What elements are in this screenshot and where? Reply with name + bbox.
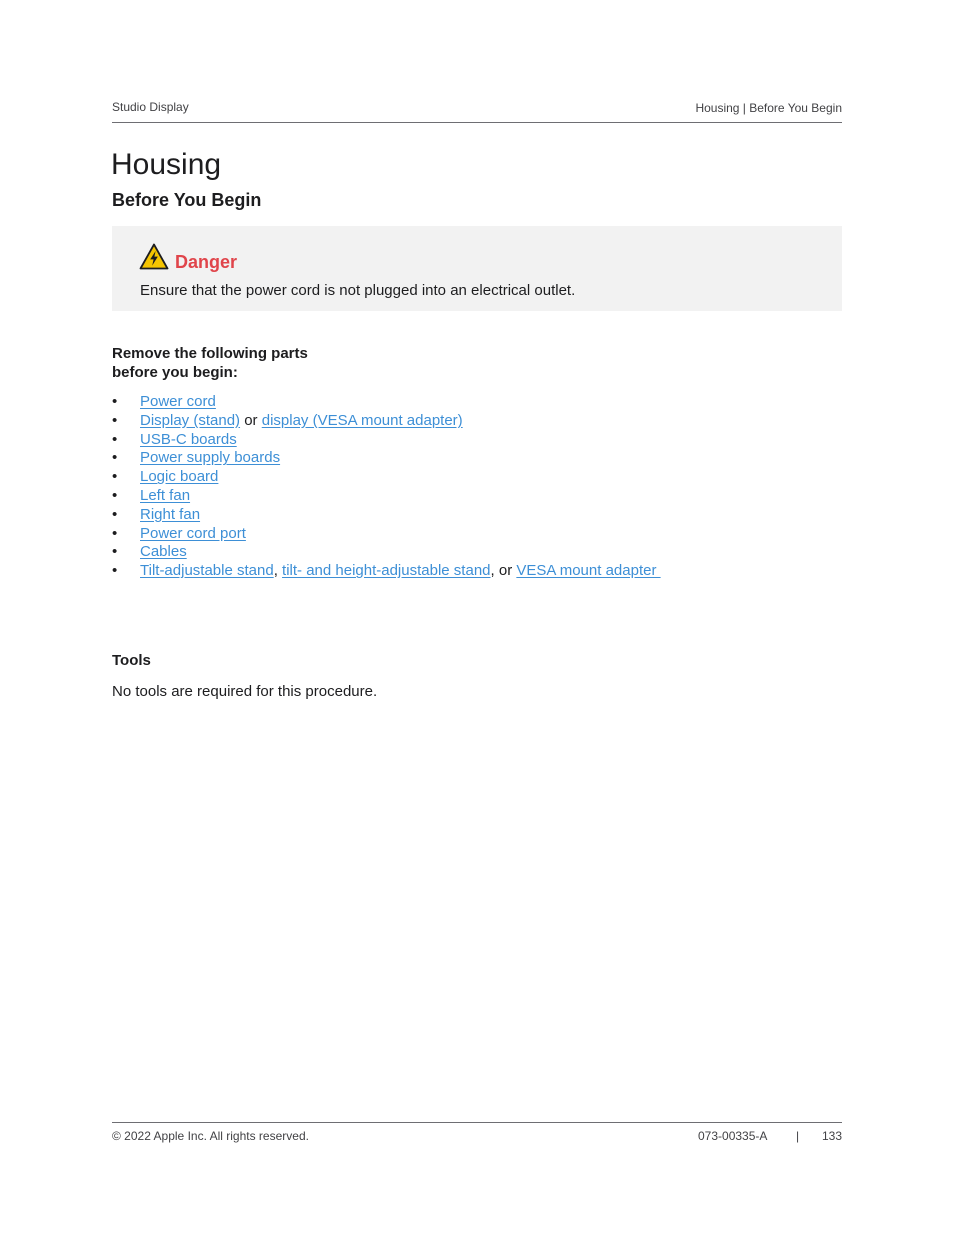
link-power-cord-port[interactable]: Power cord port — [140, 524, 246, 542]
link-right-fan[interactable]: Right fan — [140, 505, 201, 523]
link-tilt-height-adjustable-stand[interactable]: tilt- and height-adjustable stand — [282, 562, 491, 580]
link-cables[interactable]: Cables — [140, 543, 187, 561]
footer-separator: | — [796, 1129, 800, 1143]
bullet: • — [112, 468, 118, 486]
list-separator: , — [273, 562, 283, 580]
header-breadcrumb: Housing | Before You Begin — [695, 101, 842, 115]
parts-heading — [112, 344, 372, 382]
list-item — [112, 487, 661, 506]
list-item — [112, 506, 661, 525]
parts-heading-line1: Remove the following parts — [112, 345, 308, 362]
link-usb-c-boards[interactable]: USB-C boards — [140, 430, 237, 448]
bullet: • — [112, 486, 118, 504]
link-display-vesa-mount-adapter[interactable]: display (VESA mount adapter) — [261, 411, 463, 429]
bullet: • — [112, 505, 118, 523]
bullet: • — [112, 543, 118, 561]
parts-list — [112, 393, 661, 581]
link-tilt-adjustable-stand[interactable]: Tilt-adjustable stand — [140, 562, 274, 580]
bullet: • — [112, 393, 118, 410]
bullet: • — [112, 524, 118, 542]
link-left-fan[interactable]: Left fan — [140, 486, 191, 504]
list-item — [112, 393, 661, 412]
link-display-stand[interactable]: Display (stand) — [140, 411, 241, 429]
list-item — [112, 525, 661, 544]
list-item — [112, 431, 661, 450]
danger-callout — [112, 226, 842, 311]
tools-text: No tools are required for this procedure. — [112, 683, 378, 700]
list-item — [112, 562, 661, 581]
page-title: Housing — [111, 148, 222, 181]
header-divider — [112, 122, 842, 123]
list-item — [112, 412, 661, 431]
link-power-supply-boards[interactable]: Power supply boards — [140, 449, 281, 467]
list-item — [112, 543, 661, 562]
list-separator: or — [240, 411, 262, 429]
bullet: • — [112, 449, 118, 467]
warning-electric-icon — [139, 243, 169, 270]
footer-page-number: 133 — [821, 1129, 842, 1143]
link-vesa-mount-adapter[interactable]: VESA mount adapter — [516, 562, 661, 580]
link-power-cord[interactable]: Power cord — [140, 393, 216, 410]
footer-copyright: © 2022 Apple Inc. All rights reserved. — [112, 1129, 309, 1143]
list-item — [112, 449, 661, 468]
danger-title: Danger — [175, 252, 238, 272]
parts-heading-line2: before you begin: — [112, 364, 238, 381]
footer-doc-number: 073-00335-A — [698, 1129, 768, 1143]
bullet: • — [112, 430, 118, 448]
tools-heading: Tools — [112, 652, 151, 669]
section-title: Before You Begin — [112, 190, 262, 210]
bullet: • — [112, 562, 118, 580]
bullet: • — [112, 411, 118, 429]
list-item — [112, 468, 661, 487]
footer-divider — [112, 1122, 842, 1123]
header-product: Studio Display — [112, 100, 189, 114]
list-separator: , or — [490, 562, 517, 580]
danger-text: Ensure that the power cord is not plugged into an electrical outlet. — [140, 282, 576, 299]
link-logic-board[interactable]: Logic board — [140, 468, 219, 486]
